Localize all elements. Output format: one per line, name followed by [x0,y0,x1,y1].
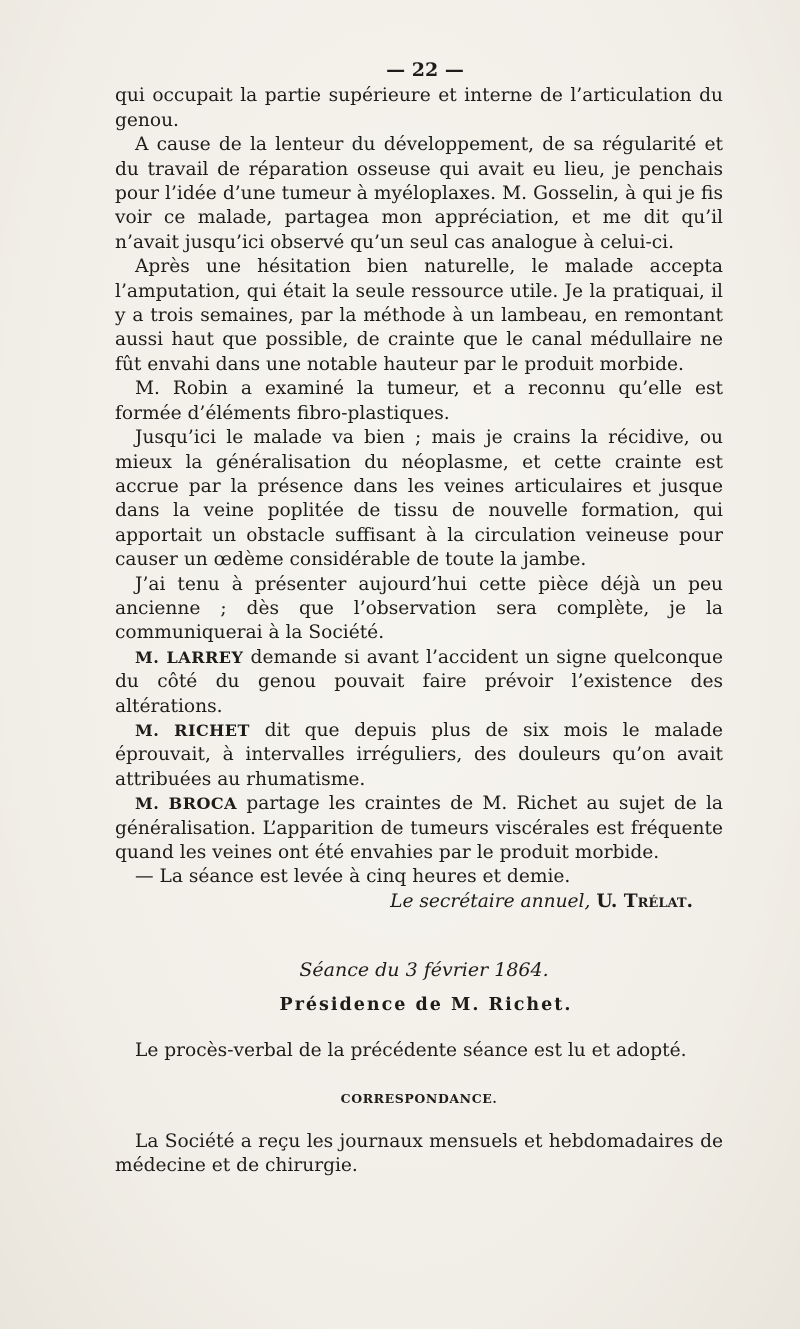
paragraph-prognosis: Jusqu’ici le malade va bien ; mais je crains la récidive, ou mieux la généralisation du néoplasme, et cette crainte est accrue par la présence dans les veines articulaires et jusque dans la veine poplitée de tissu de nouvelle formation, qui apportait un obstacle suffisant à la circulation veineuse pour causer un œdème considérable de toute la jambe. [115,427,723,571]
paragraph-larrey [115,646,723,719]
paragraph-presentation: J’ai tenu à présenter aujourd’hui cette pièce déjà un peu ancienne ; dès que l’observation sera complète, je la communiquerai à la Société. [115,573,723,644]
paragraph-amputation: Après une hésitation bien naturelle, le malade accepta l’amputation, qui était la seule ressource utile. Je la pratiquai, il y a trois semaines, par la méthode à un lambeau, en remontant aussi haut que possible, de crainte que le canal médullaire ne fût envahi dans une notable hauteur par le produit morbide. [115,256,723,375]
speaker-broca: M. BROCA [135,794,238,814]
page-number: — 22 — [386,59,464,81]
signature [115,890,723,914]
paragraph-minutes: Le procès-verbal de la précédente séance est lu et adopté. [135,1040,687,1062]
paragraph-correspondence: La Société a reçu les journaux mensuels et hebdomadaires de médecine et de chirurgie. [115,1130,723,1177]
correspondence-heading: CORRESPONDANCE. [340,1091,498,1107]
paragraph-robin-exam: M. Robin a examiné la tumeur, et a reconnu qu’elle est formée d’éléments fibro-plastiques. [115,378,723,424]
session-date: Séance du 3 février 1864. [299,959,549,982]
signature-role: Le secrétaire annuel, [390,890,591,912]
paragraph-continuation: qui occupait la partie supérieure et interne de l’articulation du genou. [115,85,723,131]
paragraph-diagnosis: A cause de la lenteur du développement, de sa régularité et du travail de réparation osseuse qui avait eu lieu, je penchais pour l’idée d’une tumeur à myéloplaxes. M. Gosselin, à qui je fis voir ce malade, partagea mon appréciation, et me dit qu’il n’avait jusqu’ici observé qu’un seul cas analogue à celui-ci. [115,134,723,253]
speaker-larrey: M. LARREY [135,647,244,667]
larrey-text: demande si avant l’accident un signe quelconque du côté du genou pouvait faire prévoir l’existence des altérations. [115,646,724,717]
richet-text: dit que depuis plus de six mois le malade éprouvait, à intervalles irréguliers, des douleurs qu’on avait attribuées au rhumatisme. [115,719,723,790]
speaker-richet: M. RICHET [135,720,250,740]
paragraph-richet [115,719,723,792]
session-presidency: Présidence de M. Richet. [279,994,573,1015]
paragraph-closing: — La séance est levée à cinq heures et demie. [135,866,571,888]
broca-text: partage les craintes de M. Richet au sujet de la généralisation. L’apparition de tumeurs viscérales est fréquente quand les veines ont été envahies par le produit morbide. [115,793,724,863]
page-content [115,58,723,1179]
signature-name: U. Trélat. [596,890,693,912]
paragraph-broca [115,792,723,865]
